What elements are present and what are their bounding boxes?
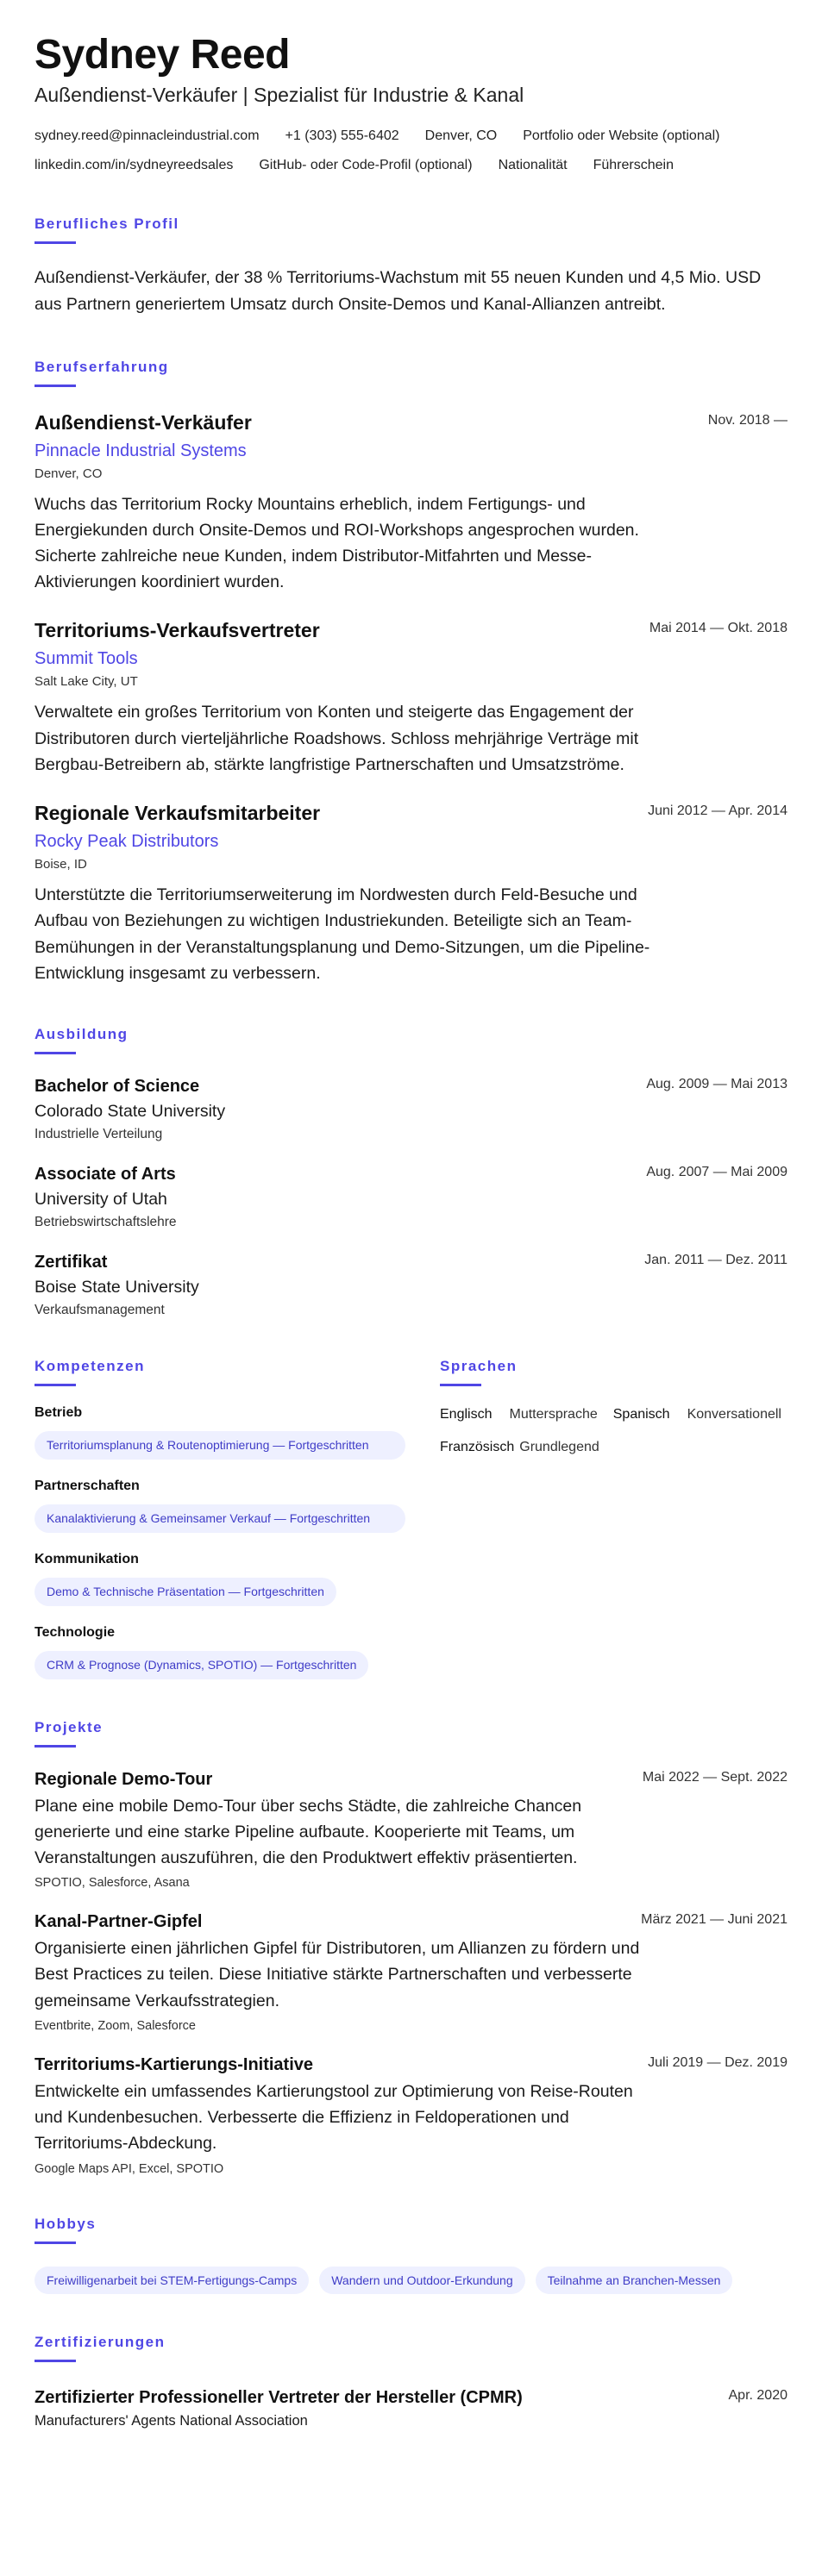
project-tech: SPOTIO, Salesforce, Asana xyxy=(35,1876,190,1891)
skill-chip: Demo & Technische Präsentation — Fortgeschritten xyxy=(35,1578,336,1606)
section-title: Zertifizierungen xyxy=(35,2334,166,2351)
skill-group xyxy=(35,1479,405,1533)
contact-github[interactable]: GitHub- oder Code-Profil (optional) xyxy=(259,158,473,173)
job-location: Boise, ID xyxy=(35,857,87,872)
section-divider xyxy=(35,2241,76,2244)
language-item xyxy=(613,1407,781,1422)
section-divider xyxy=(440,1384,481,1386)
project-tech: Eventbrite, Zoom, Salesforce xyxy=(35,2018,196,2033)
job-location: Denver, CO xyxy=(35,466,103,481)
section-divider xyxy=(35,1745,76,1748)
job-company: Summit Tools xyxy=(35,649,138,669)
resume-header xyxy=(35,31,787,176)
skill-chip: CRM & Prognose (Dynamics, SPOTIO) — Fortgeschritten xyxy=(35,1651,368,1679)
contact-linkedin[interactable]: linkedin.com/in/sydneyreedsales xyxy=(35,158,234,173)
project-dates: März 2021 — Juni 2021 xyxy=(641,1912,787,1928)
skill-group-title: Betrieb xyxy=(35,1404,83,1420)
education-degree: Associate of Arts xyxy=(35,1164,176,1184)
contact-email[interactable]: sydney.reed@pinnacleindustrial.com xyxy=(35,128,260,144)
education-entry xyxy=(35,1253,787,1318)
candidate-name: Sydney Reed xyxy=(35,32,290,78)
section-divider xyxy=(35,385,76,387)
education-degree: Bachelor of Science xyxy=(35,1076,200,1096)
section-title: Ausbildung xyxy=(35,1025,129,1042)
contact-license: Führerschein xyxy=(593,158,674,173)
contact-location: Denver, CO xyxy=(424,128,498,144)
skills-languages-row xyxy=(35,1358,787,1679)
project-description: Organisierte einen jährlichen Gipfel für Distributoren, um Allianzen zu fördern und Best Practices zu teilen. Diese Initiative stärkte Partnerschaften und verbesserte gemeinsame Verkaufsstrategien. xyxy=(35,1939,640,2010)
hobbies-list xyxy=(35,2267,787,2295)
project-entry xyxy=(35,2055,787,2176)
project-title: Territoriums-Kartierungs-Initiative xyxy=(35,2054,314,2074)
experience-section xyxy=(35,359,787,986)
education-field: Industrielle Verteilung xyxy=(35,1126,163,1141)
section-title: Berufserfahrung xyxy=(35,358,169,375)
skill-group-title: Kommunikation xyxy=(35,1551,139,1566)
job-title: Außendienst-Verkäufer xyxy=(35,410,252,434)
education-field: Betriebswirtschaftslehre xyxy=(35,1214,177,1229)
job-dates: Juni 2012 — Apr. 2014 xyxy=(648,803,787,819)
education-school: University of Utah xyxy=(35,1189,167,1209)
contact-phone[interactable]: +1 (303) 555-6402 xyxy=(285,128,399,144)
education-entry xyxy=(35,1165,787,1230)
language-level: Muttersprache xyxy=(509,1406,598,1422)
job-location: Salt Lake City, UT xyxy=(35,674,138,690)
project-dates: Mai 2022 — Sept. 2022 xyxy=(642,1769,787,1785)
education-dates: Aug. 2007 — Mai 2009 xyxy=(646,1164,787,1179)
certification-entry xyxy=(35,2388,787,2429)
project-description: Entwickelte ein umfassendes Kartierungstool zur Optimierung von Reise-Routen und Kundenbesuchen. Verbesserte die Effizienz in Feldoperationen und Territoriums-Abdeckung. xyxy=(35,2081,633,2154)
contact-nationality: Nationalität xyxy=(498,158,568,173)
project-tech: Google Maps API, Excel, SPOTIO xyxy=(35,2161,224,2176)
education-entry xyxy=(35,1077,787,1142)
project-title: Kanal-Partner-Gipfel xyxy=(35,1912,203,1932)
skill-chip: Kanalaktivierung & Gemeinsamer Verkauf — Fortgeschritten xyxy=(35,1504,405,1533)
certifications-section xyxy=(35,2334,787,2429)
job-title: Territoriums-Verkaufsvertreter xyxy=(35,619,320,642)
certification-issuer: Manufacturers' Agents National Association xyxy=(35,2413,308,2429)
language-level: Grundlegend xyxy=(519,1439,599,1454)
section-title: Kompetenzen xyxy=(35,1357,145,1374)
certification-name: Zertifizierter Professioneller Vertreter der Hersteller (CPMR) xyxy=(35,2388,523,2408)
hobby-chip: Wandern und Outdoor-Erkundung xyxy=(319,2267,524,2295)
languages-section xyxy=(440,1358,787,1679)
language-item xyxy=(440,1407,598,1422)
section-title: Projekte xyxy=(35,1718,104,1735)
job-description: Verwaltete ein großes Territorium von Konten und steigerte das Engagement der Distributoren durch vierteljährliche Roadshows. Schloss mehrjährige Verträge mit Bergbau-Betreibern ab, stärkte langfristige Partnerschaften und Umsatzströme. xyxy=(35,703,639,774)
project-description: Plane eine mobile Demo-Tour über sechs Städte, die zahlreiche Chancen generierte und eine starke Pipeline aufbaute. Kooperierte mit Teams, um Veranstaltungen auszuführen, die den Produktwert effektiv präsentierten. xyxy=(35,1796,582,1867)
education-dates: Aug. 2009 — Mai 2013 xyxy=(646,1076,787,1091)
certification-date: Apr. 2020 xyxy=(728,2388,787,2404)
skills-section xyxy=(35,1358,405,1679)
section-divider xyxy=(35,2360,76,2362)
section-divider xyxy=(35,241,76,244)
project-title: Regionale Demo-Tour xyxy=(35,1769,213,1789)
section-divider xyxy=(35,1052,76,1054)
education-school: Colorado State University xyxy=(35,1101,226,1121)
job-description: Unterstützte die Territoriumserweiterung im Nordwesten durch Feld-Besuche und Aufbau von Beziehungen zu wichtigen Industriekunden. Beteiligte sich an Team-Bemühungen in der Veranstaltungsplanung und Demo-Sitzungen, um die Pipeline-Entwicklung insgesamt zu verbessern. xyxy=(35,885,650,983)
language-name: Französisch xyxy=(440,1439,515,1454)
languages-list xyxy=(440,1407,787,1455)
contact-portfolio[interactable]: Portfolio oder Website (optional) xyxy=(523,128,720,144)
job-entry xyxy=(35,411,787,596)
hobby-chip: Freiwilligenarbeit bei STEM-Fertigungs-Camps xyxy=(35,2267,309,2295)
project-dates: Juli 2019 — Dez. 2019 xyxy=(648,2054,787,2070)
profile-section xyxy=(35,216,787,318)
section-title: Berufliches Profil xyxy=(35,216,179,233)
language-name: Englisch xyxy=(440,1406,493,1422)
profile-summary: Außendienst-Verkäufer, der 38 % Territoriums-Wachstum mit 55 neuen Kunden und 4,5 Mio. USD aus Partnern generiertem Umsatz durch Onsite-Demos und Kanal-Allianzen antreibt. xyxy=(35,268,762,315)
job-title: Regionale Verkaufsmitarbeiter xyxy=(35,802,321,825)
education-field: Verkaufsmanagement xyxy=(35,1302,165,1317)
project-entry xyxy=(35,1770,787,1891)
hobby-chip: Teilnahme an Branchen-Messen xyxy=(536,2267,733,2295)
job-dates: Mai 2014 — Okt. 2018 xyxy=(649,621,787,636)
section-divider xyxy=(35,1384,76,1386)
skill-group-title: Technologie xyxy=(35,1624,116,1640)
education-school: Boise State University xyxy=(35,1277,199,1297)
skill-chip: Territoriumsplanung & Routenoptimierung — Fortgeschritten xyxy=(35,1431,405,1460)
education-section xyxy=(35,1026,787,1318)
education-dates: Jan. 2011 — Dez. 2011 xyxy=(644,1252,787,1267)
language-item xyxy=(440,1440,599,1455)
candidate-headline: Außendienst-Verkäufer | Spezialist für Industrie & Kanal xyxy=(35,84,524,107)
projects-section xyxy=(35,1719,787,2176)
job-entry xyxy=(35,802,787,986)
job-company: Pinnacle Industrial Systems xyxy=(35,441,247,460)
hobbies-section xyxy=(35,2216,787,2295)
language-level: Konversationell xyxy=(687,1406,781,1422)
skill-group xyxy=(35,1625,405,1679)
skill-group-title: Partnerschaften xyxy=(35,1478,140,1493)
job-description: Wuchs das Territorium Rocky Mountains erheblich, indem Fertigungs- und Energiekunden durch Onsite-Demos und ROI-Workshops angesprochen wurden. Sicherte zahlreiche neue Kunden, indem Distributor-Mitfahrten und Messe-Aktivierungen koordiniert wurden. xyxy=(35,494,639,592)
section-title: Hobbys xyxy=(35,2215,97,2232)
project-entry xyxy=(35,1912,787,2033)
education-degree: Zertifikat xyxy=(35,1252,108,1272)
job-company: Rocky Peak Distributors xyxy=(35,832,219,852)
language-name: Spanisch xyxy=(612,1406,670,1422)
job-dates: Nov. 2018 — xyxy=(707,412,787,428)
skill-group xyxy=(35,1405,405,1460)
job-entry xyxy=(35,619,787,778)
contact-info xyxy=(35,126,787,176)
skill-group xyxy=(35,1552,405,1606)
section-title: Sprachen xyxy=(440,1357,518,1374)
